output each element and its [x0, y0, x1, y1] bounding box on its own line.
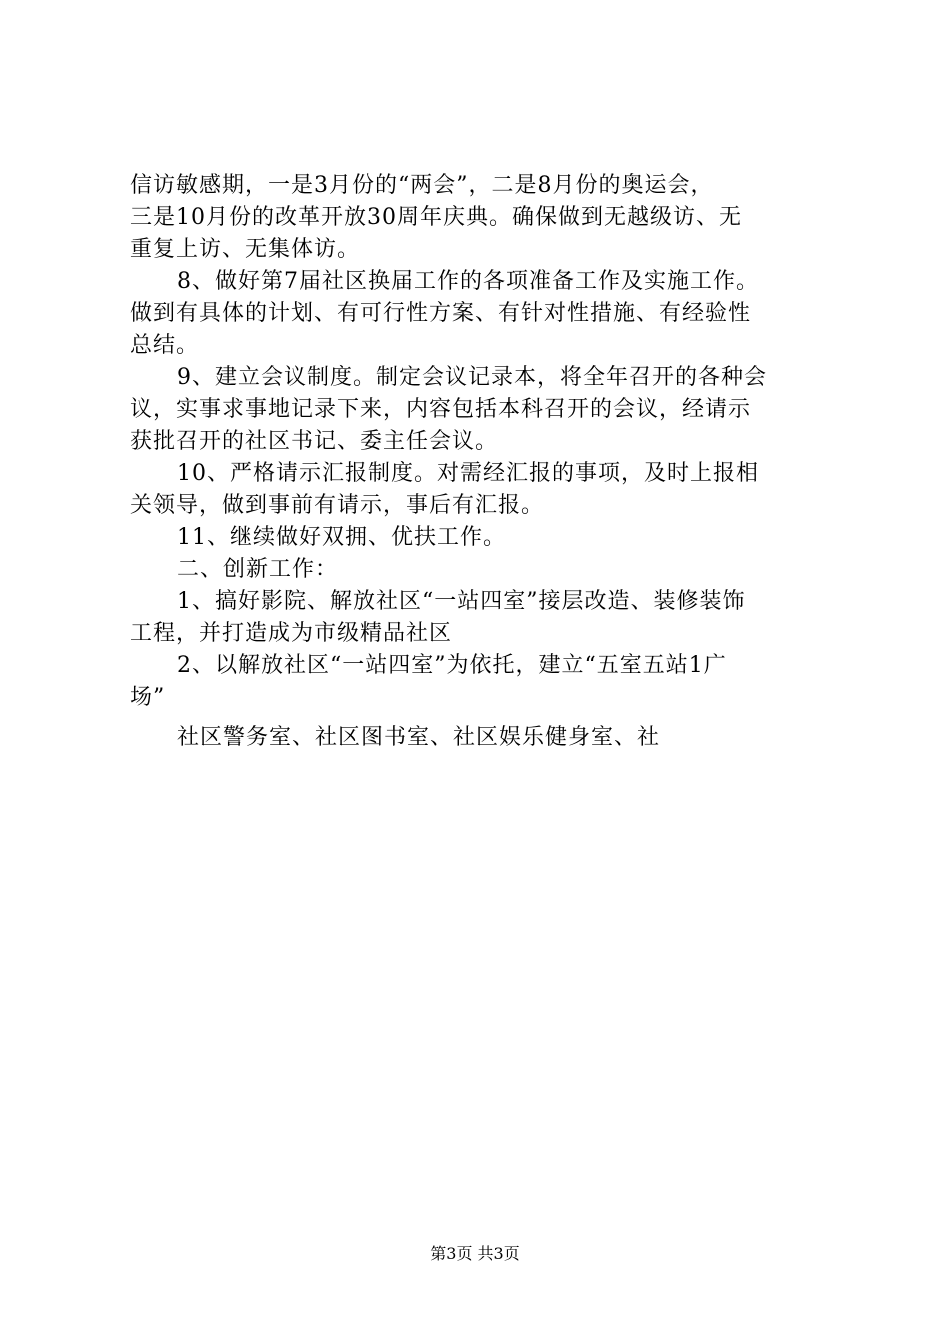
text-line: 总结。	[130, 333, 200, 358]
text-line: 获批召开的社区书记、委主任会议。	[130, 429, 499, 454]
text-line: 做到有具体的计划、有可行性方案、有针对性措施、有经验性	[130, 301, 752, 326]
text-line: 二、创新工作：	[177, 557, 339, 582]
text-line: 信访敏感期，一是3月份的“两会”，二是8月份的奥运会，	[130, 173, 714, 198]
document-body	[130, 170, 830, 754]
text-line: 社区警务室、社区图书室、社区娱乐健身室、社	[177, 725, 661, 750]
text-line: 工程，并打造成为市级精品社区	[130, 621, 453, 646]
page-footer: 第3页 共3页	[430, 1244, 520, 1263]
text-line: 议，实事求事地记录下来，内容包括本科召开的会议，经请示	[130, 397, 752, 422]
text-line: 1、搞好影院、解放社区“一站四室”接层改造、装修装饰	[177, 589, 746, 614]
text-line: 8、做好第7届社区换届工作的各项准备工作及实施工作。	[177, 269, 759, 294]
text-line: 三是10月份的改革开放30周年庆典。确保做到无越级访、无	[130, 205, 742, 230]
text-line: 2、以解放社区“一站四室”为依托，建立“五室五站1广	[177, 653, 727, 678]
text-line: 重复上访、无集体访。	[130, 237, 361, 262]
text-line: 场”	[130, 685, 166, 710]
text-line: 9、建立会议制度。制定会议记录本，将全年召开的各种会	[177, 365, 767, 390]
text-line: 关领导，做到事前有请示，事后有汇报。	[130, 493, 545, 518]
text-line: 10、严格请示汇报制度。对需经汇报的事项，及时上报相	[177, 461, 759, 486]
text-line: 11、继续做好双拥、优扶工作。	[177, 525, 506, 550]
